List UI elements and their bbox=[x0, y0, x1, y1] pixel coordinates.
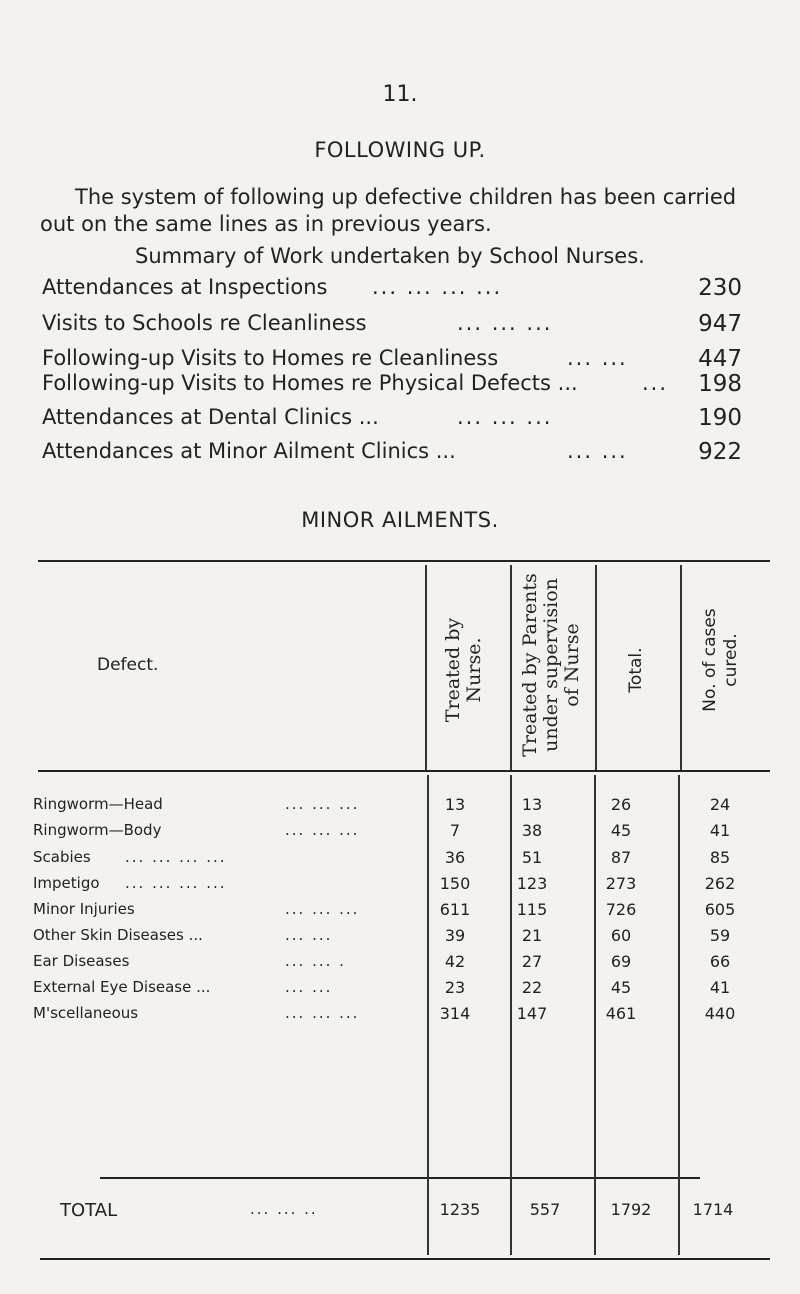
parents-count: 38 bbox=[521, 821, 543, 840]
parents-count: 21 bbox=[521, 926, 543, 945]
nurse-count: 150 bbox=[439, 874, 471, 893]
summary-row bbox=[42, 311, 742, 341]
total-count: 273 bbox=[605, 874, 637, 893]
leader-dots: ... ... ... ... bbox=[372, 275, 503, 299]
table-row bbox=[0, 1004, 800, 1026]
defect-name: Ringworm—Body bbox=[33, 821, 162, 839]
header-treated-by-parents: Treated by Parents under supervision of Nurse bbox=[519, 573, 583, 757]
summary-label: Following-up Visits to Homes re Cleanliness bbox=[42, 346, 499, 370]
leader-dots: ... bbox=[642, 371, 669, 395]
leader-dots: ... ... ... bbox=[285, 1004, 360, 1022]
table-row bbox=[0, 926, 800, 948]
parents-count: 115 bbox=[516, 900, 548, 919]
total-count: 26 bbox=[610, 795, 632, 814]
leader-dots: ... ... . bbox=[285, 952, 346, 970]
leader-dots: ... ... .. bbox=[250, 1200, 318, 1218]
summary-row bbox=[42, 439, 742, 469]
cured-count: 41 bbox=[709, 978, 731, 997]
leader-dots: ... ... ... ... bbox=[125, 848, 227, 866]
leader-dots: ... ... bbox=[285, 926, 333, 944]
parents-count: 27 bbox=[521, 952, 543, 971]
nurse-count: 36 bbox=[444, 848, 466, 867]
total-count: 726 bbox=[605, 900, 637, 919]
defect-name: Other Skin Diseases ... bbox=[33, 926, 203, 944]
nurse-count: 7 bbox=[449, 821, 461, 840]
leader-dots: ... ... bbox=[285, 978, 333, 996]
total-count: 461 bbox=[605, 1004, 637, 1023]
summary-label: Attendances at Dental Clinics ... bbox=[42, 405, 379, 429]
cured-count: 605 bbox=[704, 900, 736, 919]
total-count: 45 bbox=[610, 978, 632, 997]
cured-count: 24 bbox=[709, 795, 731, 814]
table-top-rule bbox=[38, 560, 770, 562]
cured-count: 41 bbox=[709, 821, 731, 840]
parents-count: 147 bbox=[516, 1004, 548, 1023]
summary-label: Attendances at Inspections bbox=[42, 275, 328, 299]
summary-value: 198 bbox=[698, 371, 742, 397]
summary-label: Following-up Visits to Homes re Physical Defects ... bbox=[42, 371, 578, 395]
section-heading: FOLLOWING UP. bbox=[314, 138, 486, 162]
defect-name: Impetigo bbox=[33, 874, 100, 892]
summary-label: Attendances at Minor Ailment Clinics ... bbox=[42, 439, 456, 463]
total-label: TOTAL bbox=[60, 1200, 118, 1221]
column-divider bbox=[510, 565, 512, 770]
header-total: Total. bbox=[626, 647, 646, 693]
page-number: 11. bbox=[382, 82, 418, 107]
summary-row bbox=[42, 371, 742, 401]
table-row bbox=[0, 874, 800, 896]
total-count: 45 bbox=[610, 821, 632, 840]
parents-count: 123 bbox=[516, 874, 548, 893]
column-divider bbox=[425, 565, 427, 770]
leader-dots: ... ... ... bbox=[285, 821, 360, 839]
minor-ailments-title: MINOR AILMENTS. bbox=[301, 508, 499, 532]
defect-name: Ringworm—Head bbox=[33, 795, 163, 813]
total-row bbox=[0, 1200, 800, 1222]
parents-count: 22 bbox=[521, 978, 543, 997]
nurse-count: 39 bbox=[444, 926, 466, 945]
leader-dots: ... ... ... bbox=[285, 900, 360, 918]
summary-row bbox=[42, 405, 742, 435]
parents-total: 557 bbox=[529, 1200, 561, 1219]
defect-name: M'scellaneous bbox=[33, 1004, 139, 1022]
summary-value: 230 bbox=[698, 275, 742, 301]
total-count: 87 bbox=[610, 848, 632, 867]
summary-title: Summary of Work undertaken by School Nurses. bbox=[135, 244, 645, 268]
leader-dots: ... ... bbox=[567, 439, 628, 463]
leader-dots: ... ... ... bbox=[457, 311, 553, 335]
grand-total: 1792 bbox=[610, 1200, 652, 1219]
column-divider bbox=[595, 565, 597, 770]
total-count: 60 bbox=[610, 926, 632, 945]
table-sum-rule bbox=[100, 1177, 700, 1179]
cured-count: 66 bbox=[709, 952, 731, 971]
table-row bbox=[0, 848, 800, 870]
header-treated-by-nurse: Treated by Nurse. bbox=[442, 617, 485, 723]
leader-dots: ... ... ... bbox=[285, 795, 360, 813]
defect-name: Scabies bbox=[33, 848, 91, 866]
column-divider bbox=[680, 565, 682, 770]
summary-label: Visits to Schools re Cleanliness bbox=[42, 311, 367, 335]
leader-dots: ... ... ... ... bbox=[125, 874, 227, 892]
cured-count: 262 bbox=[704, 874, 736, 893]
nurse-count: 42 bbox=[444, 952, 466, 971]
summary-row bbox=[42, 275, 742, 305]
summary-value: 447 bbox=[698, 346, 742, 372]
total-count: 69 bbox=[610, 952, 632, 971]
defect-name: Ear Diseases bbox=[33, 952, 130, 970]
cured-total: 1714 bbox=[692, 1200, 734, 1219]
table-row bbox=[0, 795, 800, 817]
cured-count: 85 bbox=[709, 848, 731, 867]
table-row bbox=[0, 900, 800, 922]
header-cured: No. of cases cured. bbox=[700, 608, 741, 712]
table-row bbox=[0, 952, 800, 974]
table-row bbox=[0, 821, 800, 843]
table-row bbox=[0, 978, 800, 1000]
summary-value: 922 bbox=[698, 439, 742, 465]
defect-name: External Eye Disease ... bbox=[33, 978, 211, 996]
parents-count: 51 bbox=[521, 848, 543, 867]
summary-value: 947 bbox=[698, 311, 742, 337]
header-defect: Defect. bbox=[97, 655, 159, 675]
nurse-count: 13 bbox=[444, 795, 466, 814]
cured-count: 59 bbox=[709, 926, 731, 945]
nurse-total: 1235 bbox=[439, 1200, 481, 1219]
table-header-rule bbox=[38, 770, 770, 772]
parents-count: 13 bbox=[521, 795, 543, 814]
cured-count: 440 bbox=[704, 1004, 736, 1023]
leader-dots: ... ... bbox=[567, 346, 628, 370]
leader-dots: ... ... ... bbox=[457, 405, 553, 429]
nurse-count: 314 bbox=[439, 1004, 471, 1023]
summary-value: 190 bbox=[698, 405, 742, 431]
nurse-count: 611 bbox=[439, 900, 471, 919]
nurse-count: 23 bbox=[444, 978, 466, 997]
table-bottom-rule bbox=[40, 1258, 770, 1260]
intro-paragraph: The system of following up defective children has been carried out on the same lines as in previous years. bbox=[40, 185, 737, 236]
defect-name: Minor Injuries bbox=[33, 900, 135, 918]
